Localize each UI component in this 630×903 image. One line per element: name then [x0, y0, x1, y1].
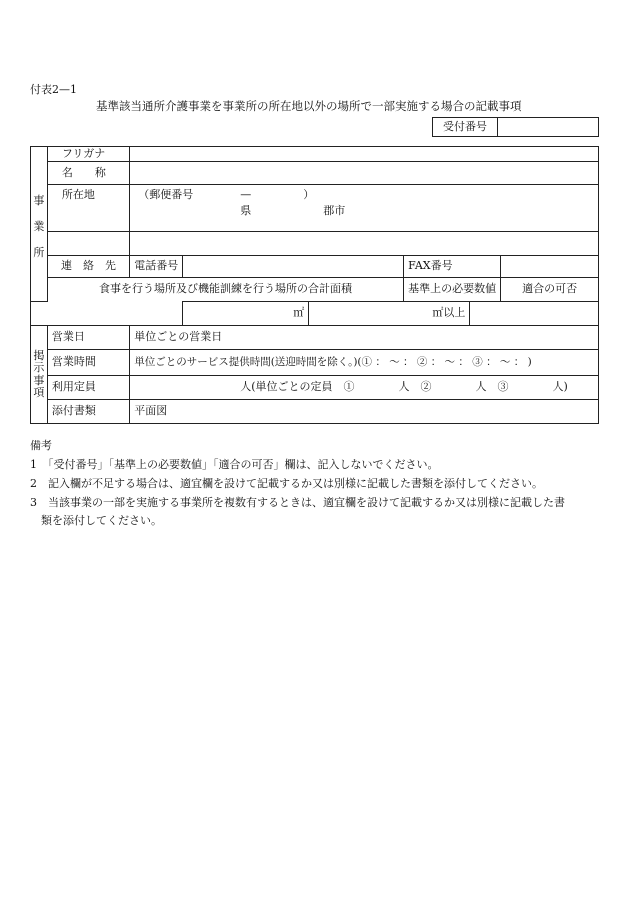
business-hours-label: 営業時間 — [47, 350, 129, 376]
form-label: 付表2—1 — [30, 83, 77, 96]
note-item: 3 当該事業の一部を実施する事業所を複数有するときは、適宜欄を設けて記載するか又は別様に記載した書 — [30, 496, 565, 509]
capacity-label: 利用定員 — [47, 376, 129, 400]
postal-prefix: （郵便番号 — [138, 188, 194, 201]
fax-field[interactable] — [501, 256, 599, 278]
area-blank — [31, 302, 183, 326]
city-suffix: 郡市 — [323, 204, 346, 217]
posting-group-label: 掲 示 事 項 — [31, 326, 48, 424]
office-info-table — [30, 146, 599, 424]
name-field[interactable] — [130, 162, 599, 185]
notes-heading: 備考 — [30, 439, 52, 452]
suitability-header: 適合の可否 — [501, 278, 599, 302]
furigana-label: フリガナ — [47, 147, 129, 162]
office-group-label: 事 業 所 — [31, 147, 48, 302]
address-field[interactable] — [130, 185, 599, 232]
furigana-field[interactable] — [130, 147, 599, 162]
receipt-number-field[interactable] — [498, 118, 599, 137]
phone-label: 電話番号 — [130, 256, 183, 278]
note-item: 1 「受付番号」「基準上の必要数値」「適合の可否」欄は、記入しないでください。 — [30, 458, 439, 471]
business-hours-field[interactable]: 単位ごとのサービス提供時間(送迎時間を除く。)(① ： 〜 ： ② ： 〜 ： ③ ： 〜 ： ) — [130, 350, 599, 376]
required-value-field[interactable]: ㎡以上 — [309, 302, 470, 326]
receipt-number-box — [432, 117, 599, 137]
area-value-field[interactable]: ㎡ — [183, 302, 309, 326]
capacity-field[interactable]: 人(単位ごとの定員 ① 人 ② 人 ③ 人) — [130, 376, 599, 400]
area-header: 食事を行う場所及び機能訓練を行う場所の合計面積 — [47, 278, 403, 302]
note-item: 類を添付してください。 — [30, 514, 162, 527]
receipt-number-label: 受付番号 — [433, 118, 498, 137]
address-line-2-field[interactable] — [130, 232, 599, 256]
prefecture-suffix: 県 — [240, 204, 252, 217]
address-label-blank — [47, 232, 129, 256]
postal-dash: — — [240, 188, 252, 201]
attachments-field[interactable]: 平面図 — [130, 400, 599, 424]
attachments-label: 添付書類 — [47, 400, 129, 424]
contact-label: 連 絡 先 — [47, 256, 129, 278]
note-item: 2 記入欄が不足する場合は、適宜欄を設けて記載するか又は別様に記載した書類を添付してください。 — [30, 477, 543, 490]
form-title: 基準該当通所介護事業を事業所の所在地以外の場所で一部実施する場合の記載事項 — [96, 99, 522, 113]
phone-field[interactable] — [183, 256, 404, 278]
postal-close: ） — [303, 188, 315, 201]
suitability-field[interactable] — [470, 302, 599, 326]
fax-label: FAX番号 — [404, 256, 501, 278]
business-days-label: 営業日 — [47, 326, 129, 350]
name-label: 名 称 — [47, 162, 129, 185]
business-days-field[interactable]: 単位ごとの営業日 — [130, 326, 599, 350]
required-value-header: 基準上の必要数値 — [404, 278, 501, 302]
address-label: 所在地 — [47, 185, 129, 232]
